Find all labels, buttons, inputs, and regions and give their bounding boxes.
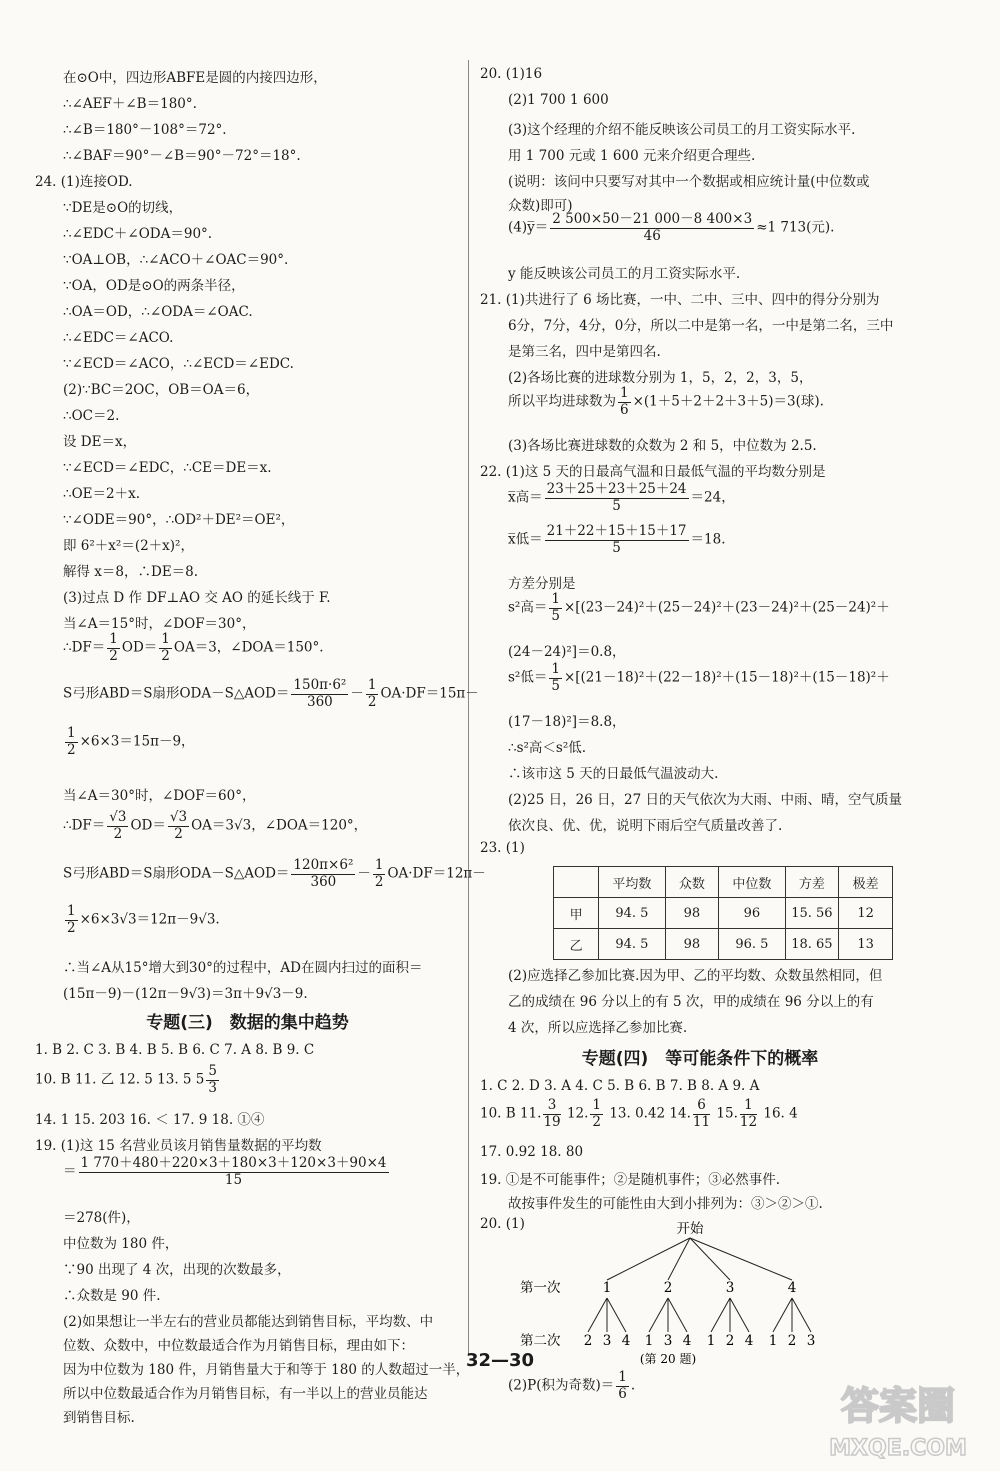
denominator: 2 [113,825,123,842]
formula-text: ∴DF＝ [63,639,106,656]
question-24: 24. (1)连接OD. [35,174,133,190]
fraction [159,632,172,664]
fraction [79,1156,389,1188]
formula-line [508,592,890,624]
formula-text: OA＝3，∠DOA＝150°. [173,639,324,656]
numerator: 1 [374,857,384,873]
page-number: 32—30 [465,1350,535,1371]
tree-leaf: 4 [682,1333,692,1349]
text-line: (2)如果想让一半左右的营业员都能达到销售目标，平均数、中 [63,1314,434,1330]
text-line: ∵∠ODE＝90°，∴OD²＋DE²＝OE²， [63,512,295,528]
formula-text: (2)P(积为奇数)＝ [508,1377,615,1394]
formula-line [508,1370,635,1402]
fraction [545,524,689,556]
text-line: ∴OA＝OD，∴∠ODA＝∠OAC. [63,304,253,320]
answer-line [480,1098,798,1130]
tree-node: 1 [602,1280,612,1296]
table-cell: 众数 [665,867,719,898]
numerator: √3 [109,809,127,825]
numerator: 21＋22＋15＋15＋17 [546,523,687,539]
table-cell: 方差 [785,867,839,898]
fraction [107,632,120,664]
denominator: 46 [643,227,661,244]
text-line: 因为中位数为 180 件，月销售量大于和等于 180 的人数超过一半， [63,1362,470,1378]
fraction [65,726,78,758]
table-cell [554,867,599,898]
figure-caption: (第 20 题) [639,1352,697,1366]
formula-text: ×6×3√3＝12π－9√3. [79,911,220,928]
denominator: 11 [692,1113,711,1130]
numerator: 1 [161,631,170,647]
question-21: 21. (1)共进行了 6 场比赛，一中、二中、三中、四中的得分分别为 [480,292,880,308]
table-cell: 平均数 [599,867,665,898]
denominator: 360 [306,693,333,710]
formula-line [508,482,735,514]
question-20-prob: 20. (1) [480,1216,525,1232]
formula-line [63,904,220,936]
answer-text: 13. 0.42 14. [609,1105,691,1122]
text-line: ∴众数是 90 件. [63,1288,161,1304]
denominator: 5 [551,677,560,694]
tree-node: 4 [787,1280,797,1296]
numerator: 3 [543,1098,560,1115]
tree-start: 开始 [676,1221,704,1237]
numerator: 1 [67,903,76,919]
fraction [618,386,631,418]
formula-text: . [630,1377,636,1394]
table-cell: 乙 [554,929,599,960]
formula-line [508,662,890,694]
fraction [545,482,689,514]
formula-text: OD＝ [121,639,158,656]
text-line: ∵∠ECD＝∠EDC，∴CE＝DE＝x. [63,460,272,476]
table-cell: 13 [839,929,893,960]
formula-text: S弓形ABD＝S扇形ODA－S△AOD＝ [63,685,290,702]
text-line: 所以中位数最适合作为月销售目标，有一半以上的营业员能达 [63,1386,428,1402]
tree-leaf: 4 [621,1333,631,1349]
denominator: 360 [310,873,337,890]
fraction [549,662,562,694]
text-line: (17－18)²]＝8.8， [508,714,626,730]
text-line: (3)这个经理的介绍不能反映该公司员工的月工资实际水平. [508,122,856,138]
fraction [373,858,386,890]
table-cell: 98 [665,898,719,929]
table-cell: 94. 5 [599,929,665,960]
fraction [543,1098,560,1130]
text-line: (2)1 700 1 600 [508,92,609,108]
numerator: 120π×6² [293,857,354,873]
table-cell: 甲 [554,898,599,929]
formula-text: OA·DF＝15π－ [380,685,479,702]
numerator: 1 [367,677,377,693]
text-line: ∵OA，OD是⊙O的两条半径， [63,278,245,294]
formula-line [63,678,479,710]
answer-text: 15. [716,1105,738,1122]
fraction [693,1098,710,1130]
denominator: 12 [739,1113,758,1130]
formula-line [508,524,726,556]
tree-leaf: 2 [583,1333,593,1349]
tree-edges-level2 [588,1298,811,1332]
formula-line [63,726,195,758]
numerator: 1 [592,1097,602,1113]
denominator: 6 [620,401,629,418]
denominator: 2 [109,647,118,664]
table-row [554,929,893,960]
answer-line: 1. C 2. D 3. A 4. C 5. B 6. B 7. B 8. A 9. A [480,1078,760,1094]
formula-text: － [350,685,364,702]
formula-text: ≈1 713(元). [756,219,835,236]
denominator: 2 [367,693,377,710]
text-line: 用 1 700 元或 1 600 元来介绍更合理些. [508,148,756,164]
question-19: 19. (1)这 15 名营业员该月销售量数据的平均数 [35,1138,322,1154]
fraction [366,678,379,710]
section-title-3: 专题(三) 数据的集中趋势 [146,1013,349,1033]
text-line: 4 次，所以应选择乙参加比赛. [508,1020,688,1036]
text-line: 设 DE＝x， [63,434,137,450]
formula-text: (4)y̅＝ [508,219,549,236]
fraction [616,1370,629,1402]
fraction [740,1098,757,1130]
numerator: 1 [618,1369,627,1385]
table-cell: 96. 5 [719,929,785,960]
section-title-4: 专题(四) 等可能条件下的概率 [581,1049,819,1069]
text-line: 依次良、优、优，说明下雨后空气质量改善了. [508,818,783,834]
formula-text: 所以平均进球数为 [508,393,616,410]
numerator: 1 [67,725,76,741]
numerator: 2 500×50－21 000－8 400×3 [552,211,753,227]
text-line: ∴当∠A从15°增大到30°的过程中，AD在圆内扫过的面积＝ [63,960,423,976]
table-cell: 98 [665,929,719,960]
numerator: 23＋25＋23＋25＋24 [546,481,687,497]
statistics-table [553,866,893,960]
tree-diagram [520,1218,850,1366]
tree-leaf: 1 [706,1333,716,1349]
denominator: 2 [161,647,170,664]
text-line: ∴∠EDC＝∠ACO. [63,330,174,346]
text-line: (15π－9)－(12π－9√3)＝3π＋9√3－9. [63,986,308,1002]
question-22: 22. (1)这 5 天的日最高气温和日最低气温的平均数分别是 [480,464,826,480]
text-line: ∴∠B＝180°－108°＝72°. [63,122,227,138]
numerator: √3 [169,809,188,825]
text-line: 方差分别是 [508,576,576,592]
fraction [550,212,754,244]
denominator: 3 [208,1079,217,1096]
fraction [168,810,189,842]
formula-text: － [357,865,371,882]
text-line: (3)各场比赛进球数的众数为 2 和 5，中位数为 2.5. [508,438,817,454]
table-cell: 18. 65 [785,929,839,960]
table-header-row [554,867,893,898]
question-23: 23. (1) [480,840,525,856]
denominator: 2 [67,919,76,936]
answer-text: 12. [566,1105,589,1122]
formula-text: s²高＝ [508,599,548,616]
text-line: 在⊙O中，四边形ABFE是圆的内接四边形， [63,70,327,86]
table-cell: 12 [839,898,893,929]
tree-leaf: 3 [602,1333,612,1349]
text-line: (2)∵BC＝2OC，OB＝OA＝6， [63,382,260,398]
text-line: 故按事件发生的可能性由大到小排列为：③＞②＞①. [508,1196,823,1212]
text-line: ∵90 出现了 4 次，出现的次数最多， [63,1262,291,1278]
tree-leaf: 3 [806,1333,816,1349]
row-label-first: 第一次 [520,1280,561,1296]
formula-text: ＝ [63,1163,77,1180]
question-19-prob: 19. ①是不可能事件；②是随机事件；③必然事件. [480,1172,781,1188]
answer-text: 16. 4 [763,1105,798,1122]
formula-text: ×[(23－24)²＋(25－24)²＋(23－24)²＋(25－24)²＋ [563,599,890,616]
formula-text: ＝18. [690,531,726,548]
numerator: 6 [693,1098,710,1115]
denominator: 2 [592,1113,602,1130]
text-line: 到销售目标. [63,1410,135,1426]
text-line: 6分，7分，4分，0分，所以二中是第一名，一中是第二名，三中 [508,318,894,334]
text-line: ∴s²高＜s²低. [508,740,587,756]
answer-text: 10. B 11. 乙 12. 5 13. 5 5 [35,1071,205,1088]
denominator: 2 [67,741,76,758]
formula-text: OA·DF＝12π－ [387,865,486,882]
formula-text: ＝24， [690,489,735,506]
text-line: ∴OE＝2＋x. [63,486,141,502]
denominator: 6 [618,1385,627,1402]
denominator: 19 [543,1113,561,1130]
question-20: 20. (1)16 [480,66,543,82]
formula-line [63,1156,391,1188]
text-line: 即 6²＋x²＝(2＋x)²， [63,538,194,554]
fraction [549,592,562,624]
answer-line: 17. 0.92 18. 80 [480,1144,584,1160]
formula-line [63,810,367,842]
fraction [291,858,355,890]
text-line: y 能反映该公司员工的月工资实际水平. [508,266,741,282]
numerator: 5 [208,1063,217,1079]
text-line: (24－24)²]＝0.8， [508,644,626,660]
text-line: (2)25 日，26 日，27 日的天气依次为大雨、中雨、晴，空气质量 [508,792,903,808]
formula-text: OA＝3√3，∠DOA＝120°， [191,817,368,834]
fraction [590,1098,603,1130]
row-label-second: 第二次 [520,1333,561,1349]
table-cell: 96 [719,898,785,929]
text-line: 解得 x＝8，∴DE＝8. [63,564,199,580]
formula-text: x̅高＝ [508,489,543,506]
text-line: ∵DE是⊙O的切线， [63,200,183,216]
fraction [107,810,128,842]
formula-text: s²低＝ [508,669,548,686]
text-line: (3)过点 D 作 DF⊥AO 交 AO 的延长线于 F. [63,590,331,606]
table-cell: 15. 56 [785,898,839,929]
numerator: 1 770＋480＋220×3＋180×3＋120×3＋90×4 [80,1155,387,1171]
table-cell: 94. 5 [599,898,665,929]
text-line: 位数、众数中，中位数最适合作为月销售目标，理由如下： [63,1338,414,1354]
text-line: 是第三名，四中是第四名. [508,344,661,360]
text-line: (2)各场比赛的进球数分别为 1，5，2，2，3，5， [508,370,813,386]
text-line: ＝278(件)， [63,1210,140,1226]
text-line: ∵∠ECD＝∠ACO，∴∠ECD＝∠EDC. [63,356,294,372]
answer-line: 1. B 2. C 3. B 4. B 5. B 6. C 7. A 8. B 9. C [35,1042,315,1058]
text-line: ∴OC＝2. [63,408,120,424]
answer-text: 10. B 11. [480,1105,542,1122]
tree-leaf: 1 [768,1333,778,1349]
denominator: 5 [551,607,560,624]
tree-leaf: 2 [787,1333,797,1349]
text-line: ∴∠AEF＋∠B＝180°. [63,96,197,112]
table-cell: 极差 [839,867,893,898]
table-row [554,898,893,929]
text-line: 众数)即可) [508,198,573,214]
text-line: ∵OA⊥OB，∴∠ACO＋∠OAC＝90°. [63,252,289,268]
formula-text: ×(1＋5＋2＋2＋3＋5)＝3(球). [632,393,824,410]
text-line: (2)应选择乙参加比赛.因为甲、乙的平均数、众数虽然相同，但 [508,968,883,984]
denominator: 2 [374,873,384,890]
tree-leaf: 4 [744,1333,754,1349]
answer-line: 14. 1 15. 203 16. ＜ 17. 9 18. ①④ [35,1112,265,1128]
text-line: 当∠A＝30°时，∠DOF＝60°， [63,788,256,804]
formula-text: ∴DF＝ [63,817,106,834]
answer-line [35,1064,221,1096]
tree-node: 3 [725,1280,735,1296]
text-line: (说明：该问中只要写对其中一个数据或相应统计量(中位数或 [508,174,870,190]
table-cell: 中位数 [719,867,785,898]
denominator: 5 [612,497,621,514]
numerator: 1 [551,661,560,677]
denominator: 2 [174,825,183,842]
formula-text: S弓形ABD＝S扇形ODA－S△AOD＝ [63,865,290,882]
tree-leaf: 2 [725,1333,735,1349]
text-line: ∴∠EDC＋∠ODA＝90°. [63,226,213,242]
watermark-text: 答案圈 [840,1384,956,1428]
text-line: ∴该市这 5 天的日最低气温波动大. [508,766,719,782]
watermark-logo [818,1371,978,1463]
denominator: 5 [612,539,621,556]
fraction [291,678,348,710]
formula-text: OD＝ [130,817,166,834]
tree-leaf: 3 [663,1333,673,1349]
text-line: 当∠A＝15°时，∠DOF＝30°， [63,616,256,632]
tree-edges-level1 [607,1238,792,1280]
text-line: 乙的成绩在 96 分以上的有 5 次，甲的成绩在 96 分以上的有 [508,994,874,1010]
tree-node: 2 [663,1280,673,1296]
formula-line [63,858,486,890]
text-line: 中位数为 180 件， [63,1236,179,1252]
numerator: 150π·6² [293,677,347,693]
formula-line [508,212,834,244]
formula-text: ×6×3＝15π－9， [79,733,195,750]
formula-text: x̅低＝ [508,531,543,548]
numerator: 1 [109,631,118,647]
tree-leaf: 1 [644,1333,654,1349]
formula-line [63,632,324,664]
fraction [65,904,78,936]
numerator: 1 [620,385,629,401]
formula-line [508,386,824,418]
fraction [206,1064,219,1096]
numerator: 1 [740,1098,757,1115]
watermark-url: MXQE.COM [829,1436,967,1461]
numerator: 1 [551,591,560,607]
text-line: ∴∠BAF＝90°－∠B＝90°－72°＝18°. [63,148,301,164]
denominator: 15 [224,1171,243,1188]
formula-text: ×[(21－18)²＋(22－18)²＋(15－18)²＋(15－18)²＋ [563,669,890,686]
